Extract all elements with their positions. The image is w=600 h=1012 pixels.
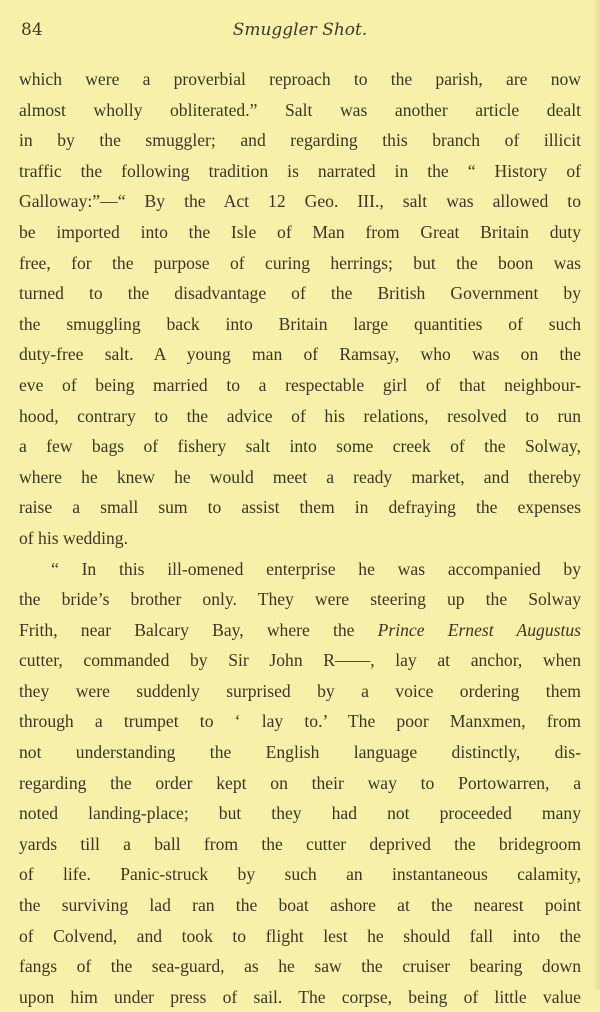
text-line: the bride’s brother only. They were steering up the Solway	[19, 589, 581, 610]
page-edge-shadow	[592, 0, 600, 990]
text-line: eve of being married to a respectable girl of that neighbour-	[19, 374, 581, 395]
text-line: of life. Panic-struck by such an instantaneous calamity,	[19, 864, 581, 885]
text-line-with-ship-name	[19, 615, 581, 646]
text-line: not understanding the English language distinctly, dis-	[19, 742, 581, 763]
text-line: which were a proverbial reproach to the parish, are now	[19, 69, 581, 89]
paragraph-end-line: of his wedding.	[19, 527, 128, 548]
text-line: cutter, commanded by Sir John R——, lay at anchor, when	[19, 650, 581, 671]
text-line: upon him under press of sail. The corpse, being of little value	[19, 986, 581, 1007]
text-line: hood, contrary to the advice of his relations, resolved to run	[19, 405, 581, 426]
paragraph-start-line: “ In this ill-omened enterprise he was accompanied by	[51, 558, 581, 579]
text-line: be imported into the Isle of Man from Great Britain duty	[19, 221, 581, 242]
text-line: the surviving lad ran the boat ashore at the nearest point	[19, 895, 581, 916]
page-header	[0, 20, 600, 46]
ship-name: Prince Ernest Augustus	[377, 619, 581, 640]
page-body	[19, 64, 581, 1012]
text-line: the smuggling back into Britain large quantities of such	[19, 313, 581, 334]
text-line: almost wholly obliterated.” Salt was another article dealt	[19, 99, 581, 120]
text-line: yards till a ball from the cutter deprived the bridegroom	[19, 833, 581, 854]
page-number: 84	[21, 20, 43, 40]
text-line: fangs of the sea-guard, as he saw the cruiser bearing down	[19, 956, 581, 977]
text-line: Galloway:”—“ By the Act 12 Geo. III., salt was allowed to	[19, 191, 581, 212]
text-line: duty-free salt. A young man of Ramsay, who was on the	[19, 344, 581, 365]
running-title: Smuggler Shot.	[232, 20, 368, 40]
text-line: free, for the purpose of curing herrings; but the boon was	[19, 252, 581, 273]
text-segment: Frith, near Balcary Bay, where the	[19, 619, 378, 640]
text-line: noted landing-place; but they had not proceeded many	[19, 803, 581, 824]
text-line: a few bags of fishery salt into some creek of the Solway,	[19, 436, 581, 457]
text-line: they were suddenly surprised by a voice ordering them	[19, 680, 581, 701]
text-line: where he knew he would meet a ready market, and thereby	[19, 466, 581, 487]
text-line: of Colvend, and took to flight lest he should fall into the	[19, 925, 581, 946]
text-line: raise a small sum to assist them in defraying the expenses	[19, 497, 581, 518]
text-line: regarding the order kept on their way to Portowarren, a	[19, 772, 581, 793]
text-line: through a trumpet to ‘ lay to.’ The poor Manxmen, from	[19, 711, 581, 732]
text-line: traffic the following tradition is narrated in the “ History of	[19, 160, 581, 181]
text-line: turned to the disadvantage of the British Government by	[19, 283, 581, 304]
text-line: in by the smuggler; and regarding this branch of illicit	[19, 130, 581, 151]
